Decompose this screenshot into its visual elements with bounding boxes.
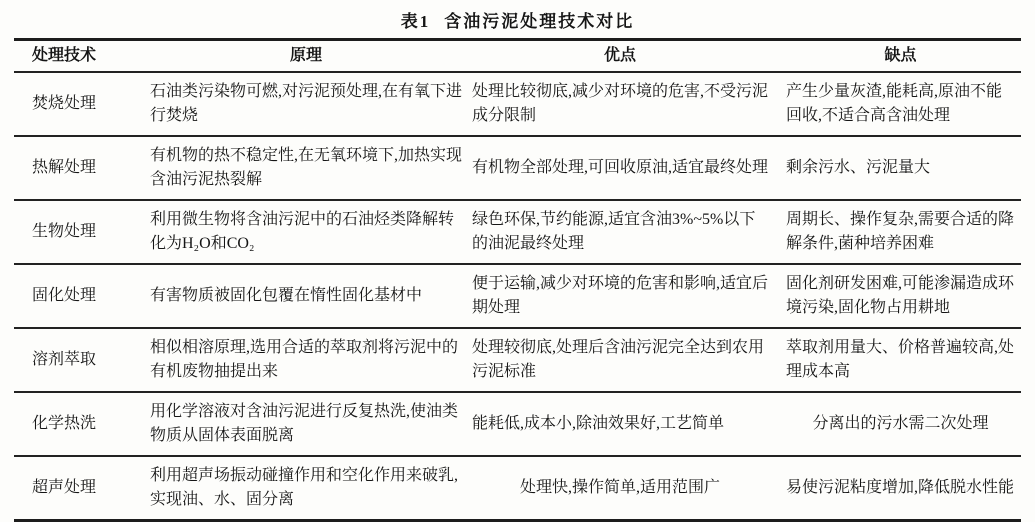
table-row-chemical-hot-wash — [14, 392, 1021, 456]
principle-cell: 相似相溶原理,选用合适的萃取剂将污泥中的有机废物抽提出来 — [150, 328, 468, 392]
principle-cell: 用化学溶液对含油污泥进行反复热洗,使油类物质从固体表面脱离 — [150, 392, 468, 456]
treatment-comparison-table — [14, 38, 1021, 522]
table-row-solidification — [14, 264, 1021, 328]
advantage-cell: 处理比较彻底,减少对环境的危害,不受污泥成分限制 — [468, 72, 774, 136]
table-row-biological — [14, 200, 1021, 264]
tech-cell: 超声处理 — [14, 456, 150, 521]
advantage-cell: 有机物全部处理,可回收原油,适宜最终处理 — [468, 136, 774, 200]
disadvantage-cell: 剩余污水、污泥量大 — [774, 136, 1021, 200]
tech-cell: 焚烧处理 — [14, 72, 150, 136]
tech-cell: 热解处理 — [14, 136, 150, 200]
header-tech: 处理技术 — [32, 47, 97, 64]
table-row-incineration — [14, 72, 1021, 136]
principle-cell: 石油类污染物可燃,对污泥预处理,在有氧下进行焚烧 — [150, 72, 468, 136]
principle-cell: 利用超声场振动碰撞作用和空化作用来破乳,实现油、水、固分离 — [150, 456, 468, 521]
table-row-pyrolysis — [14, 136, 1021, 200]
advantage-cell: 绿色环保,节约能源,适宜含油3%~5%以下的油泥最终处理 — [468, 200, 774, 264]
tech-cell: 生物处理 — [14, 200, 150, 264]
table-row-ultrasonic — [14, 456, 1021, 521]
advantage-cell: 便于运输,减少对环境的危害和影响,适宜后期处理 — [468, 264, 774, 328]
advantage-cell: 能耗低,成本小,除油效果好,工艺简单 — [468, 392, 774, 456]
disadvantage-cell: 周期长、操作复杂,需要合适的降解条件,菌种培养困难 — [774, 200, 1021, 264]
principle-cell: 有机物的热不稳定性,在无氧环境下,加热实现含油污泥热裂解 — [150, 136, 468, 200]
disadvantage-cell: 产生少量灰渣,能耗高,原油不能回收,不适合高含油处理 — [774, 72, 1021, 136]
disadvantage-cell: 固化剂研发困难,可能渗漏造成环境污染,固化物占用耕地 — [774, 264, 1021, 328]
advantage-cell: 处理快,操作简单,适用范围广 — [468, 456, 774, 521]
disadvantage-cell: 萃取剂用量大、价格普遍较高,处理成本高 — [774, 328, 1021, 392]
principle-cell: 有害物质被固化包覆在惰性固化基材中 — [150, 264, 468, 328]
table-caption: 含油污泥处理技术对比 — [444, 12, 635, 31]
table-row-solvent-extraction — [14, 328, 1021, 392]
table-title — [0, 0, 1035, 32]
tech-cell: 溶剂萃取 — [14, 328, 150, 392]
header-advantage: 优点 — [603, 47, 636, 64]
table-number: 表1 — [400, 12, 431, 31]
tech-cell: 化学热洗 — [14, 392, 150, 456]
disadvantage-cell: 分离出的污水需二次处理 — [774, 392, 1021, 456]
header-row — [14, 40, 1021, 73]
header-principle: 原理 — [289, 47, 322, 64]
header-disadvantage: 缺点 — [884, 47, 917, 64]
advantage-cell: 处理较彻底,处理后含油污泥完全达到农用污泥标准 — [468, 328, 774, 392]
disadvantage-cell: 易使污泥粘度增加,降低脱水性能 — [774, 456, 1021, 521]
principle-cell: 利用微生物将含油污泥中的石油烃类降解转化为H₂O和CO₂ — [150, 200, 468, 264]
tech-cell: 固化处理 — [14, 264, 150, 328]
